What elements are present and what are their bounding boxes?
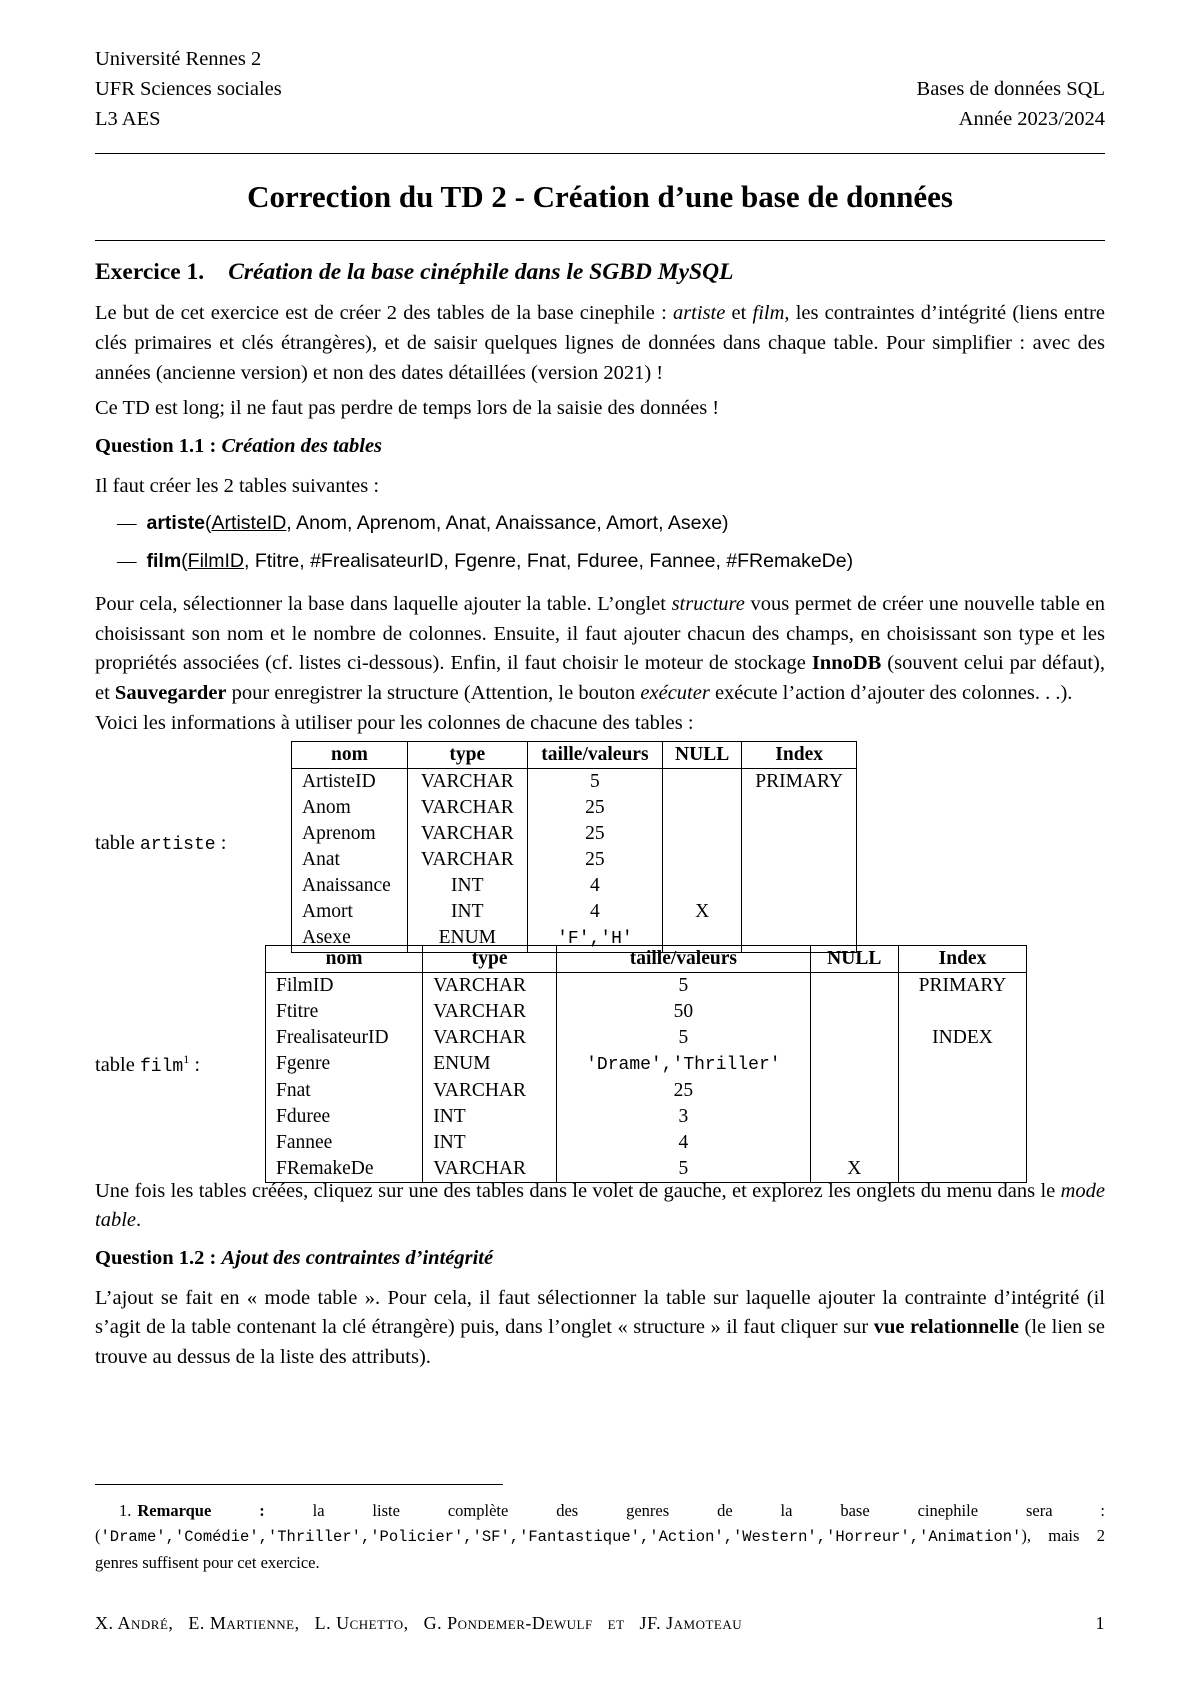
table-cell <box>898 1130 1026 1156</box>
question-1-1-text: Il faut créer les 2 tables suivantes : <box>95 474 380 497</box>
table-cell: INT <box>423 1104 557 1130</box>
instr-text: (souvent celui par défaut), et <box>95 652 1105 705</box>
table-cell: 25 <box>557 1078 810 1104</box>
table-cell <box>663 795 742 821</box>
column-header: nom <box>292 741 408 768</box>
table-cell: 5 <box>557 972 810 999</box>
footnote-ref: 1 <box>183 1051 190 1066</box>
table-row <box>266 1130 1027 1156</box>
table-cell: ENUM <box>423 1051 557 1078</box>
table-cell: 25 <box>527 821 662 847</box>
table-cell: ENUM <box>407 925 527 953</box>
header-rule <box>95 153 1105 154</box>
table-row <box>266 972 1027 999</box>
table-cell <box>810 1130 898 1156</box>
table-cell: PRIMARY <box>742 768 857 795</box>
header-right <box>917 74 1105 134</box>
table-cell: Fgenre <box>266 1051 423 1078</box>
voici-line: Voici les informations à utiliser pour les colonnes de chacune des tables : <box>95 711 694 734</box>
intro-warning: Ce TD est long; il ne faut pas perdre de temps lors de la saisie des données ! <box>95 397 720 420</box>
schema-paren: ( <box>205 512 212 535</box>
table-cell <box>810 1025 898 1051</box>
instr-structure: structure <box>671 592 745 615</box>
table-cell: Fannee <box>266 1130 423 1156</box>
table-row <box>266 1078 1027 1104</box>
table-cell <box>898 1051 1026 1078</box>
table-row <box>292 873 857 899</box>
question-1-2-text: L’ajout se fait en « mode table ». Pour cela, il faut sélectionner la table sur laquelle ajouter la contrainte d’intégrité (il s’agit de la table contenant la clé étrangère) puis, dans l’onglet « structure » il faut cliquer sur vue relationnelle (le lien se trouve au dessus de la liste des attributs). <box>95 1286 1105 1369</box>
column-header: NULL <box>663 741 742 768</box>
table-schema-list <box>95 509 1105 576</box>
instr-text: exécute l’action d’ajouter des colonnes. . .). <box>709 682 1073 705</box>
table-cell <box>742 821 857 847</box>
exercise-heading <box>95 255 1105 289</box>
schema-artiste: — artiste(ArtisteID, Anom, Aprenom, Anat, Anaissance, Amort, Asexe) <box>117 512 729 535</box>
question-name: Ajout des contraintes d’intégrité <box>221 1246 494 1269</box>
table-cell <box>742 847 857 873</box>
table-cell: Fduree <box>266 1104 423 1130</box>
table-row <box>266 999 1027 1025</box>
table-row <box>292 768 857 795</box>
table-cell: VARCHAR <box>407 847 527 873</box>
instr-text: pour enregistrer la structure (Attention, le bouton <box>226 682 641 705</box>
table-cell: X <box>810 1156 898 1183</box>
table-cell <box>810 999 898 1025</box>
table-cell: VARCHAR <box>423 999 557 1025</box>
instr-innodb: InnoDB <box>811 652 882 675</box>
table-header-row <box>266 945 1027 972</box>
question-name: Création des tables <box>221 434 383 457</box>
table-cell: VARCHAR <box>423 1156 557 1183</box>
table-cell: Asexe <box>292 925 408 953</box>
table-row <box>266 1051 1027 1078</box>
table-cell: VARCHAR <box>407 768 527 795</box>
table-cell: Anom <box>292 795 408 821</box>
intro-text: , les contraintes d’intégrité (liens entre clés primaires et clés étrangères), et de saisir quelques lignes de données dans chaque table. Pour simplifier : avec des années (ancienne version) et non des dates détaillées (version 2021) ! <box>95 302 1106 384</box>
column-header: taille/valeurs <box>527 741 662 768</box>
table-cell <box>810 1104 898 1130</box>
table-cell: INT <box>423 1130 557 1156</box>
table-cell: 25 <box>527 795 662 821</box>
vue-relationnelle: vue relationnelle <box>873 1316 1019 1339</box>
schema-primary-key: ArtisteID <box>211 512 287 535</box>
instr-sauvegarder: Sauvegarder <box>114 682 227 705</box>
mode-table-text: mode table <box>95 1179 1105 1232</box>
table-cell: 'F','H' <box>527 925 662 953</box>
schema-film: — film(FilmID, Ftitre, #FrealisateurID, Fgenre, Fnat, Fduree, Fannee, #FRemakeDe) <box>117 549 854 572</box>
column-header: nom <box>266 945 423 972</box>
university-name: Université Rennes 2 <box>95 48 262 70</box>
table-cell: VARCHAR <box>407 821 527 847</box>
footnote-rule <box>95 1484 503 1485</box>
page-number: 1 <box>1095 1613 1105 1633</box>
table-cell: FilmID <box>266 972 423 999</box>
table-cell <box>663 873 742 899</box>
table-cell: INDEX <box>898 1025 1026 1051</box>
table-cell <box>898 1104 1026 1130</box>
column-header: NULL <box>810 945 898 972</box>
film-table-block <box>95 945 1105 1177</box>
instr-text: Pour cela, sélectionner la base dans laquelle ajouter la table. L’onglet <box>95 592 672 615</box>
table-cell: 5 <box>557 1156 810 1183</box>
table-cell: INT <box>407 873 527 899</box>
table-cell: 4 <box>557 1130 810 1156</box>
table-cell: 'Drame','Thriller' <box>557 1051 810 1078</box>
question-label: Question 1.2 : <box>95 1246 222 1269</box>
table-cell: Anaissance <box>292 873 408 899</box>
schema-attributes: , Ftitre, #FrealisateurID, Fgenre, Fnat, Fduree, Fannee, #FRemakeDe) <box>244 549 854 572</box>
table-cell <box>898 1078 1026 1104</box>
table-header-row <box>292 741 857 768</box>
instructions-paragraph <box>95 590 1105 709</box>
intro-artiste: artiste <box>672 302 726 325</box>
course-name: Bases de données SQL <box>916 78 1105 100</box>
table-cell <box>742 873 857 899</box>
table-cell <box>898 1156 1026 1183</box>
header-left <box>95 44 282 134</box>
title-rule <box>95 240 1105 241</box>
table-cell: Amort <box>292 899 408 925</box>
table-row <box>292 847 857 873</box>
page-title: Correction du TD 2 - Création d’une base de données <box>247 179 953 214</box>
table-cell <box>810 972 898 999</box>
instr-text: vous permet de créer une nouvelle table en choisissant son nom et le nombre de colonnes. Ensuite, il faut ajouter chacun des champs, en choisissant son type et les propriétés associées (cf. listes ci-dessous). Enfin, il faut choisir le moteur de stockage <box>95 592 1105 675</box>
table-cell <box>810 1078 898 1104</box>
column-header: Index <box>898 945 1026 972</box>
table-cell: X <box>663 899 742 925</box>
artiste-table <box>291 741 857 953</box>
exercise-name: Création de la base cinéphile dans le SGBD MySQL <box>228 259 734 285</box>
course-level: L3 AES <box>95 108 161 130</box>
page-footer <box>95 1610 1105 1636</box>
table-row <box>292 899 857 925</box>
table-cell: Anat <box>292 847 408 873</box>
after-tables-paragraph: Une fois les tables créées, cliquez sur une des tables dans le volet de gauche, et explorez les onglets du menu dans le mode table. <box>95 1179 1105 1232</box>
question-label: Question 1.1 : <box>95 434 222 457</box>
table-cell <box>898 999 1026 1025</box>
faculty-name: UFR Sciences sociales <box>95 78 282 100</box>
intro-paragraph <box>95 299 1105 388</box>
schema-name: artiste <box>146 512 206 535</box>
table-row <box>266 1156 1027 1183</box>
table-cell: FrealisateurID <box>266 1025 423 1051</box>
table-cell: Ftitre <box>266 999 423 1025</box>
table-cell: VARCHAR <box>423 1078 557 1104</box>
table-cell: VARCHAR <box>423 1025 557 1051</box>
schema-paren: ( <box>181 549 188 572</box>
table-cell: PRIMARY <box>898 972 1026 999</box>
table-cell: Aprenom <box>292 821 408 847</box>
table-cell: VARCHAR <box>407 795 527 821</box>
exercise-number: Exercice 1. <box>95 259 205 285</box>
table-cell: 4 <box>527 899 662 925</box>
column-header: type <box>423 945 557 972</box>
footnote-number: 1. <box>119 1501 132 1520</box>
table-cell: INT <box>407 899 527 925</box>
question-1-2-heading <box>95 1244 1105 1274</box>
table-cell: 5 <box>557 1025 810 1051</box>
authors: X. André, E. Martienne, L. Uchetto, G. Pondemer-Dewulf et JF. Jamoteau <box>95 1613 743 1633</box>
film-table <box>265 945 1027 1183</box>
table-cell: 25 <box>527 847 662 873</box>
footnote: 1. Remarque : la liste complète des genres de la base cinephile sera : ('Drame','Comédie','Thriller','Policier','SF','Fantastique','Action','Western','Horreur','Animation'), mais 2 genres suffisent pour cet exercice. <box>95 1501 1105 1572</box>
table-cell <box>663 847 742 873</box>
intro-text: et <box>725 302 753 325</box>
table-cell <box>663 821 742 847</box>
instr-executer: exécuter <box>640 682 710 705</box>
footnote-genres: 'Drame','Comédie','Thriller','Policier','SF','Fantastique','Action','Western','Horreur','Animation' <box>100 1528 1022 1546</box>
table-cell <box>742 795 857 821</box>
table-cell: 50 <box>557 999 810 1025</box>
artiste-table-label: table artiste : <box>95 831 227 855</box>
column-header: taille/valeurs <box>557 945 810 972</box>
table-cell: 5 <box>527 768 662 795</box>
footnote-bold: Remarque : <box>137 1501 265 1520</box>
intro-film: film <box>752 302 785 325</box>
table-cell: 3 <box>557 1104 810 1130</box>
table-cell: FRemakeDe <box>266 1156 423 1183</box>
table-cell: VARCHAR <box>423 972 557 999</box>
table-cell: ArtisteID <box>292 768 408 795</box>
main-content <box>95 255 1105 1379</box>
table-cell <box>742 899 857 925</box>
table-row <box>292 795 857 821</box>
schema-name: film <box>146 549 182 572</box>
table-cell: Fnat <box>266 1078 423 1104</box>
artiste-table-block <box>95 741 1105 949</box>
column-header: Index <box>742 741 857 768</box>
question-1-1-heading <box>95 432 1105 462</box>
table-cell <box>810 1051 898 1078</box>
academic-year: Année 2023/2024 <box>958 108 1105 130</box>
schema-primary-key: FilmID <box>187 549 244 572</box>
table-row <box>266 1104 1027 1130</box>
table-row <box>292 821 857 847</box>
intro-text: Le but de cet exercice est de créer 2 des tables de la base cinephile : <box>95 302 673 325</box>
table-cell: 4 <box>527 873 662 899</box>
table-row <box>266 1025 1027 1051</box>
film-table-label: table film$^1$ : <box>95 1051 201 1077</box>
column-header: type <box>407 741 527 768</box>
schema-attributes: , Anom, Aprenom, Anat, Anaissance, Amort, Asexe) <box>286 512 729 535</box>
page-header <box>95 44 1105 134</box>
table-cell <box>663 768 742 795</box>
